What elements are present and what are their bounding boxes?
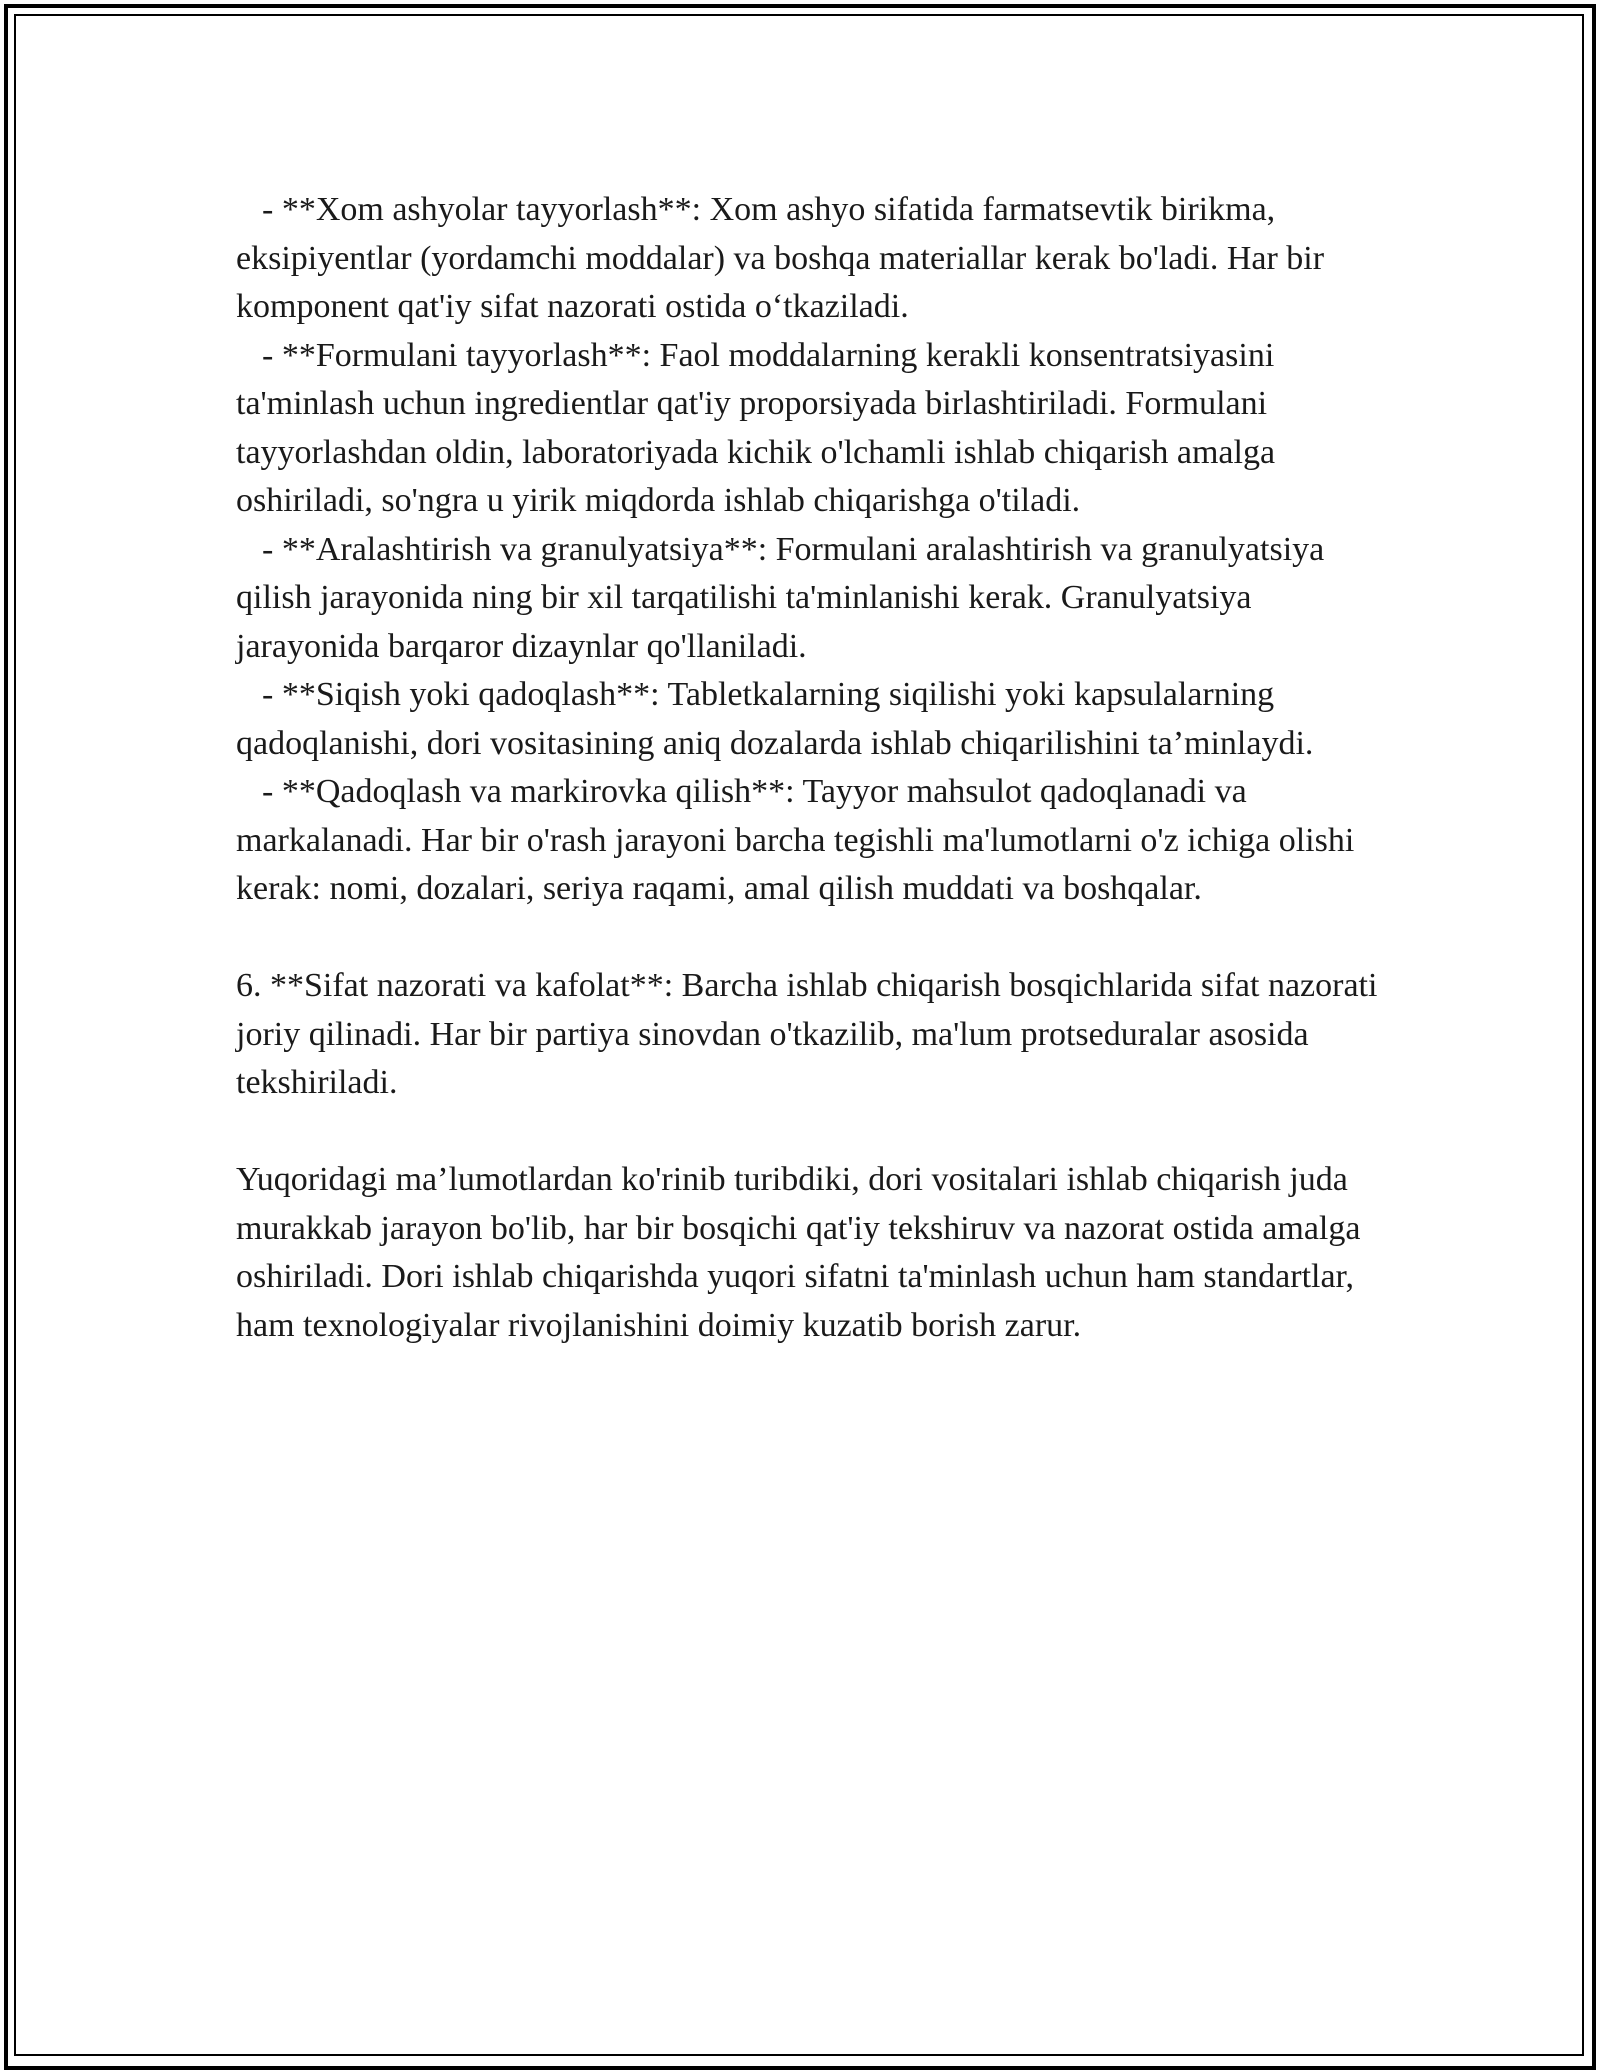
bullet-raw-materials: - **Xom ashyolar tayyorlash**: Xom ashyo sifatida farmatsevtik birikma, eksipiyentlar (yordamchi moddalar) va boshqa materiallar kerak bo'ladi. Har bir komponent qat'iy sifat nazorati ostida o‘tkaziladi. [236,191,1325,325]
bullet-mixing-granulation: - **Aralashtirish va granulyatsiya**: Formulani aralashtirish va granulyatsiya qilish jarayonida ning bir xil tarqatilishi ta'minlanishi kerak. Granulyatsiya jarayonida barqaror dizaynlar qo'llaniladi. [236,530,1325,665]
bullet-compression-encapsulation: - **Siqish yoki qadoqlash**: Tabletkalarning siqilishi yoki kapsulalarning qadoqlanishi, dori vositasining aniq dozalarda ishlab chiqarilishini ta’minlaydi. [236,676,1314,762]
document-body [236,186,1384,1350]
paragraph-spacer [236,914,1384,963]
bullet-packaging-labeling: - **Qadoqlash va markirovka qilish**: Tayyor mahsulot qadoqlanadi va markalanadi. Har bir o'rash jarayoni barcha tegishli ma'lumotlarni o'z ichiga olishi kerak: nomi, dozalari, seriya raqami, amal qilish muddati va boshqalar. [236,773,1355,907]
bullet-formulation: - **Formulani tayyorlash**: Faol moddalarning kerakli konsentratsiyasini ta'minlash uchun ingredientlar qat'iy proporsiyada birlashtiriladi. Formulani tayyorlashdan oldin, laboratoriyada kichik o'lchamli ishlab chiqarish amalga oshiriladi, so'ngra u yirik miqdorda ishlab chiqarishga o'tiladi. [236,336,1276,519]
section-quality-control: 6. **Sifat nazorati va kafolat**: Barcha ishlab chiqarish bosqichlarida sifat nazorati joriy qilinadi. Har bir partiya sinovdan o'tkazilib, ma'lum protseduralar asosida tekshiriladi. [236,967,1378,1101]
paragraph-spacer [236,1108,1384,1157]
conclusion-paragraph: Yuqoridagi ma’lumotlardan ko'rinib turibdiki, dori vositalari ishlab chiqarish juda murakkab jarayon bo'lib, har bir bosqichi qat'iy tekshiruv va nazorat ostida amalga oshiriladi. Dori ishlab chiqarishda yuqori sifatni ta'minlash uchun ham standartlar, ham texnologiyalar rivojlanishini doimiy kuzatib borish zarur. [236,1161,1361,1344]
